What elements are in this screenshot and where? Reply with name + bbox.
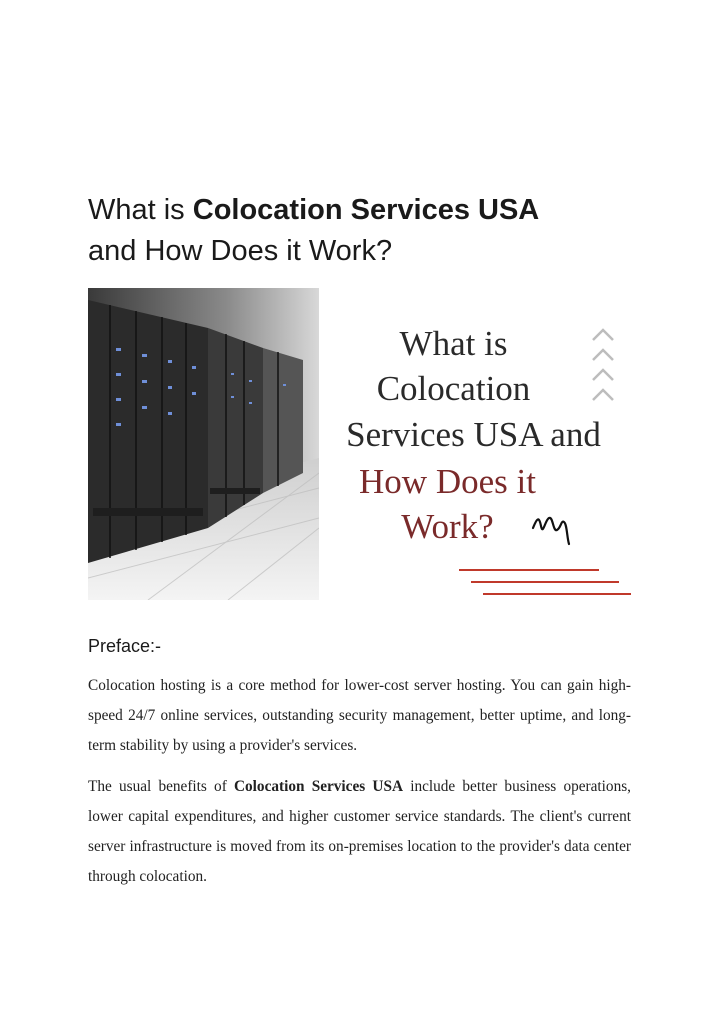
server-room-photo	[88, 288, 319, 600]
paragraph-2	[88, 772, 631, 892]
chevron-up-icon	[591, 326, 615, 406]
hero-headline	[319, 288, 636, 600]
decorative-red-lines	[459, 564, 631, 600]
title-prefix: What is	[88, 194, 193, 226]
hero-line-5: Work?	[401, 507, 494, 546]
paragraph-2-prefix: The usual benefits of	[88, 778, 234, 795]
paragraph-2-bold: Colocation Services USA	[233, 778, 404, 795]
hero-image	[88, 288, 636, 600]
paragraph-1: Colocation hosting is a core method for lower-cost server hosting. You can gain high-speed 24/7 online services, outstanding security management, better uptime, and long-term stability by using a provider's services.	[88, 677, 631, 754]
hero-line-4: How Does it	[359, 462, 536, 501]
page-title	[88, 190, 648, 272]
paragraph-2-suffix: include better business operations, lower capital expenditures, and higher customer service standards. The client's current server infrastructure is moved from its on-premises location to the provider's data center through colocation.	[88, 778, 631, 885]
section-heading: Preface:-	[88, 636, 162, 656]
hero-line-3: Services USA and	[346, 415, 601, 454]
squiggle-icon	[531, 510, 575, 548]
hero-line-2: Colocation	[376, 369, 531, 408]
hero-line-1: What is	[399, 324, 508, 363]
title-bold: Colocation Services USA	[192, 194, 540, 226]
title-suffix: and How Does it Work?	[88, 235, 393, 267]
